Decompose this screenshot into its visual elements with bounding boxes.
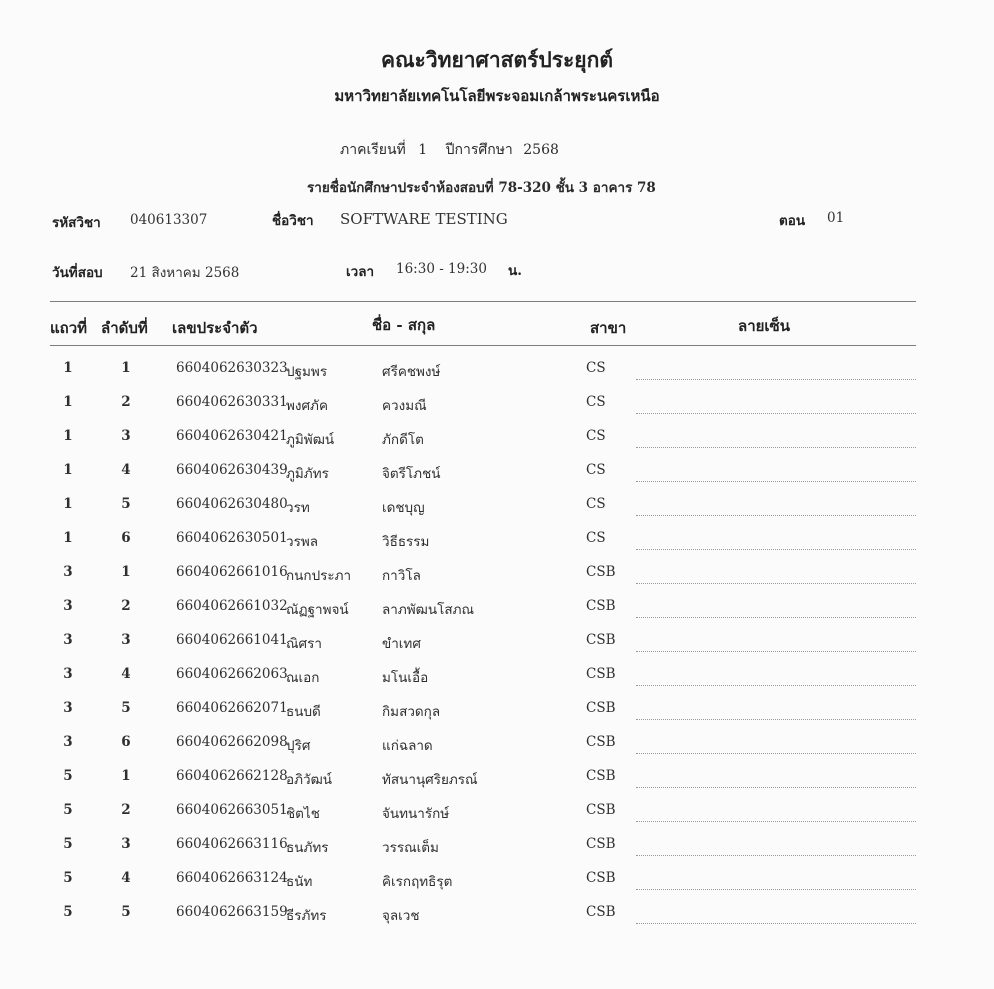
last-name-cell: ลาภพัฒนโสภณ	[382, 602, 474, 618]
major-cell: CS	[586, 462, 606, 478]
signature-line[interactable]	[636, 923, 916, 924]
university-title: มหาวิทยาลัยเทคโนโลยีพระจอมเกล้าพระนครเหนือ	[334, 87, 660, 105]
student-id-cell: 6604062662063	[176, 666, 288, 682]
major-cell: CSB	[586, 802, 616, 818]
row-number-cell: 1	[63, 394, 73, 410]
table-top-rule	[50, 301, 916, 302]
first-name-cell: ณัฏฐาพจน์	[286, 602, 349, 618]
first-name-cell: ปุริศ	[286, 738, 311, 754]
row-number-cell: 1	[63, 530, 73, 546]
sequence-cell: 5	[121, 700, 131, 716]
student-id-cell: 6604062630439	[176, 462, 288, 478]
major-cell: CSB	[586, 836, 616, 852]
course-code: 040613307	[130, 212, 208, 228]
student-id-cell: 6604062663051	[176, 802, 288, 818]
course-name: SOFTWARE TESTING	[340, 210, 508, 228]
signature-line[interactable]	[636, 617, 916, 618]
student-id-cell: 6604062663159	[176, 904, 288, 920]
signature-line[interactable]	[636, 413, 916, 414]
last-name-cell: คิเรกฤทธิรุต	[382, 874, 453, 890]
major-cell: CSB	[586, 564, 616, 580]
first-name-cell: ธนภัทร	[286, 840, 329, 856]
signature-line[interactable]	[636, 889, 916, 890]
last-name-cell: แก่ฉลาด	[382, 738, 433, 754]
header-row-number: แถวที่	[50, 319, 88, 337]
first-name-cell: วรพล	[286, 534, 319, 550]
row-number-cell: 1	[63, 360, 73, 376]
major-cell: CS	[586, 496, 606, 512]
first-name-cell: ชิตไช	[286, 806, 320, 822]
exam-date-label: วันที่สอบ	[52, 265, 103, 281]
signature-line[interactable]	[636, 651, 916, 652]
last-name-cell: จุลเวช	[382, 908, 420, 924]
header-name: ชื่อ - สกุล	[372, 316, 436, 334]
header-sequence: ลำดับที่	[101, 319, 148, 337]
student-id-cell: 6604062661032	[176, 598, 288, 614]
table-header-rule	[50, 345, 916, 346]
header-major: สาขา	[590, 319, 627, 337]
row-number-cell: 1	[63, 428, 73, 444]
section-label: ตอน	[779, 213, 806, 229]
signature-line[interactable]	[636, 481, 916, 482]
sequence-cell: 5	[121, 904, 131, 920]
row-number-cell: 5	[63, 836, 73, 852]
student-id-cell: 6604062663116	[176, 836, 288, 852]
signature-line[interactable]	[636, 753, 916, 754]
student-id-cell: 6604062630323	[176, 360, 288, 376]
major-cell: CS	[586, 360, 606, 376]
sequence-cell: 3	[121, 836, 131, 852]
exam-room-line: รายชื่อนักศึกษาประจำห้องสอบที่ 78-320 ชั้น 3 อาคาร 78	[307, 180, 656, 196]
last-name-cell: จันทนารักษ์	[382, 806, 450, 822]
row-number-cell: 3	[63, 666, 73, 682]
row-number-cell: 5	[63, 904, 73, 920]
last-name-cell: มโนเอื้อ	[382, 670, 429, 686]
sequence-cell: 2	[121, 598, 131, 614]
last-name-cell: ทัสนานุศริยภรณ์	[382, 772, 478, 788]
semester-value: 1	[418, 142, 428, 158]
first-name-cell: ธีรภัทร	[286, 908, 327, 924]
signature-line[interactable]	[636, 583, 916, 584]
year-label: ปีการศึกษา	[445, 142, 513, 158]
major-cell: CSB	[586, 768, 616, 784]
student-id-cell: 6604062630421	[176, 428, 288, 444]
student-id-cell: 6604062661016	[176, 564, 288, 580]
last-name-cell: วิธีธรรม	[382, 534, 430, 550]
sequence-cell: 5	[121, 496, 131, 512]
signature-line[interactable]	[636, 447, 916, 448]
signature-line[interactable]	[636, 787, 916, 788]
row-number-cell: 3	[63, 734, 73, 750]
sequence-cell: 3	[121, 632, 131, 648]
signature-line[interactable]	[636, 685, 916, 686]
student-id-cell: 6604062663124	[176, 870, 288, 886]
sequence-cell: 1	[121, 360, 131, 376]
header-student-id: เลขประจำตัว	[172, 319, 258, 337]
last-name-cell: ขำเทศ	[382, 636, 421, 652]
sequence-cell: 6	[121, 530, 131, 546]
signature-line[interactable]	[636, 549, 916, 550]
major-cell: CSB	[586, 700, 616, 716]
student-id-cell: 6604062661041	[176, 632, 288, 648]
last-name-cell: ควงมณี	[382, 398, 427, 414]
last-name-cell: กาวิโล	[382, 568, 421, 584]
sequence-cell: 4	[121, 666, 131, 682]
exam-time: 16:30 - 19:30	[396, 261, 487, 277]
major-cell: CS	[586, 428, 606, 444]
row-number-cell: 5	[63, 802, 73, 818]
row-number-cell: 3	[63, 700, 73, 716]
row-number-cell: 5	[63, 768, 73, 784]
last-name-cell: กิมสวดกุล	[382, 704, 441, 720]
major-cell: CSB	[586, 904, 616, 920]
major-cell: CS	[586, 530, 606, 546]
signature-line[interactable]	[636, 821, 916, 822]
year-value: 2568	[523, 142, 559, 158]
first-name-cell: พงศภัค	[286, 398, 328, 414]
first-name-cell: กนกประภา	[286, 568, 352, 584]
last-name-cell: เดชบุญ	[382, 500, 425, 516]
signature-line[interactable]	[636, 855, 916, 856]
row-number-cell: 3	[63, 632, 73, 648]
student-id-cell: 6604062662071	[176, 700, 288, 716]
course-name-label: ชื่อวิชา	[272, 213, 314, 229]
sequence-cell: 2	[121, 802, 131, 818]
row-number-cell: 3	[63, 598, 73, 614]
exam-date: 21 สิงหาคม 2568	[130, 265, 240, 281]
signature-line[interactable]	[636, 515, 916, 516]
section-value: 01	[827, 210, 845, 226]
major-cell: CSB	[586, 870, 616, 886]
major-cell: CSB	[586, 734, 616, 750]
student-id-cell: 6604062662128	[176, 768, 288, 784]
exam-time-label: เวลา	[346, 264, 375, 280]
student-id-cell: 6604062630331	[176, 394, 288, 410]
student-id-cell: 6604062662098	[176, 734, 288, 750]
sequence-cell: 3	[121, 428, 131, 444]
course-code-label: รหัสวิชา	[52, 215, 101, 231]
time-unit: น.	[508, 263, 522, 279]
signature-line[interactable]	[636, 379, 916, 380]
major-cell: CSB	[586, 632, 616, 648]
sequence-cell: 4	[121, 462, 131, 478]
sequence-cell: 4	[121, 870, 131, 886]
last-name-cell: จิตรีโภชน์	[382, 466, 441, 482]
major-cell: CSB	[586, 666, 616, 682]
first-name-cell: ภูมิภัทร	[286, 466, 329, 482]
major-cell: CS	[586, 394, 606, 410]
last-name-cell: ภักดีโต	[382, 432, 424, 448]
first-name-cell: ณิศรา	[286, 636, 322, 652]
student-id-cell: 6604062630501	[176, 530, 288, 546]
major-cell: CSB	[586, 598, 616, 614]
signature-line[interactable]	[636, 719, 916, 720]
semester-line	[340, 139, 559, 161]
last-name-cell: วรรณเต็ม	[382, 840, 439, 856]
last-name-cell: ศรีคชพงษ์	[382, 364, 441, 380]
row-number-cell: 5	[63, 870, 73, 886]
first-name-cell: ธนบดี	[286, 704, 321, 720]
first-name-cell: ธนัท	[286, 874, 313, 890]
sequence-cell: 1	[121, 564, 131, 580]
sequence-cell: 1	[121, 768, 131, 784]
row-number-cell: 1	[63, 496, 73, 512]
row-number-cell: 1	[63, 462, 73, 478]
first-name-cell: ภูมิพัฒน์	[286, 432, 335, 448]
first-name-cell: ณเอก	[286, 670, 320, 686]
first-name-cell: วรท	[286, 500, 310, 516]
semester-label: ภาคเรียนที่	[340, 142, 406, 158]
first-name-cell: อภิวัฒน์	[286, 772, 333, 788]
student-id-cell: 6604062630480	[176, 496, 288, 512]
sequence-cell: 6	[121, 734, 131, 750]
sequence-cell: 2	[121, 394, 131, 410]
first-name-cell: ปฐมพร	[286, 364, 328, 380]
faculty-title: คณะวิทยาศาสตร์ประยุกต์	[381, 47, 613, 72]
row-number-cell: 3	[63, 564, 73, 580]
header-signature: ลายเซ็น	[738, 317, 790, 335]
